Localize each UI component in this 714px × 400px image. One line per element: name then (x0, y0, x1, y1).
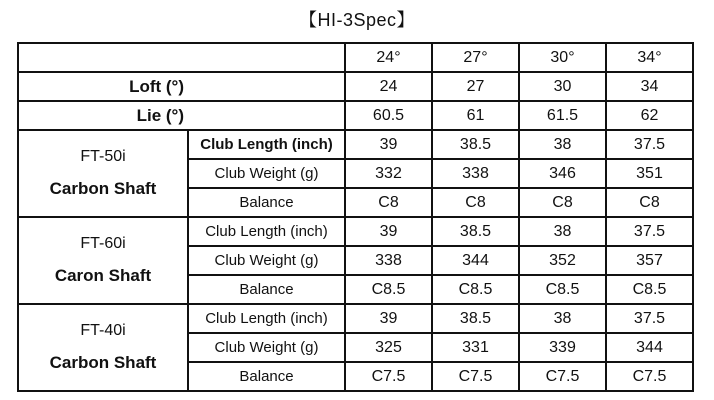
table-cell: 338 (345, 246, 432, 275)
table-cell: 38.5 (432, 217, 519, 246)
shaft-type: Carbon Shaft (49, 352, 157, 372)
table-row (18, 217, 693, 246)
row-label: Balance (188, 362, 345, 391)
table-cell: 338 (432, 159, 519, 188)
row-label: Club Weight (g) (188, 246, 345, 275)
row-label: Club Length (inch) (188, 304, 345, 333)
table-cell: C8.5 (519, 275, 606, 304)
table-cell: C8.5 (432, 275, 519, 304)
table-cell: 38.5 (432, 304, 519, 333)
row-label: Balance (188, 275, 345, 304)
row-label: Balance (188, 188, 345, 217)
shaft-name: FT-40i (80, 322, 126, 340)
table-cell: 37.5 (606, 304, 693, 333)
spec-table (17, 42, 694, 392)
table-cell: C7.5 (432, 362, 519, 391)
table-cell: 60.5 (345, 101, 432, 130)
shaft-cell (18, 304, 188, 391)
table-cell: 331 (432, 333, 519, 362)
row-label: Club Length (inch) (188, 217, 345, 246)
table-row (18, 304, 693, 333)
table-row (18, 43, 693, 72)
table-cell: 37.5 (606, 217, 693, 246)
shaft-name: FT-60i (80, 235, 126, 253)
table-cell: C8 (519, 188, 606, 217)
table-row (18, 72, 693, 101)
table-cell: C8.5 (606, 275, 693, 304)
table-row (18, 130, 693, 159)
table-cell: 61 (432, 101, 519, 130)
table-cell: C8 (606, 188, 693, 217)
table-cell: 39 (345, 217, 432, 246)
table-cell: 39 (345, 130, 432, 159)
table-cell: C8.5 (345, 275, 432, 304)
lie-label: Lie (°) (18, 101, 345, 130)
table-cell: 34 (606, 72, 693, 101)
table-cell: C7.5 (345, 362, 432, 391)
table-cell: 325 (345, 333, 432, 362)
table-cell: 38 (519, 304, 606, 333)
table-cell: 30 (519, 72, 606, 101)
table-cell: 357 (606, 246, 693, 275)
row-label: Club Length (inch) (188, 130, 345, 159)
row-label: Club Weight (g) (188, 159, 345, 188)
shaft-name: FT-50i (80, 148, 126, 166)
table-cell: 339 (519, 333, 606, 362)
loft-header: 30° (519, 43, 606, 72)
table-cell: 344 (432, 246, 519, 275)
shaft-cell (18, 217, 188, 304)
table-cell: C8 (432, 188, 519, 217)
shaft-type: Carbon Shaft (49, 178, 157, 198)
table-cell: 332 (345, 159, 432, 188)
shaft-cell (18, 130, 188, 217)
row-label: Club Weight (g) (188, 333, 345, 362)
table-cell: 38 (519, 217, 606, 246)
page-title: 【HI-3Spec】 (298, 10, 416, 30)
table-cell: 27 (432, 72, 519, 101)
table-cell: 37.5 (606, 130, 693, 159)
loft-header: 34° (606, 43, 693, 72)
table-cell: C7.5 (519, 362, 606, 391)
table-cell: C7.5 (606, 362, 693, 391)
table-row (18, 101, 693, 130)
table-cell: 346 (519, 159, 606, 188)
table-cell: 39 (345, 304, 432, 333)
empty-header-cell (18, 43, 345, 72)
loft-label: Loft (°) (18, 72, 345, 101)
table-cell: 344 (606, 333, 693, 362)
shaft-type: Caron Shaft (54, 265, 152, 285)
table-cell: 352 (519, 246, 606, 275)
table-cell: 351 (606, 159, 693, 188)
table-cell: 61.5 (519, 101, 606, 130)
table-cell: 38 (519, 130, 606, 159)
loft-header: 24° (345, 43, 432, 72)
loft-header: 27° (432, 43, 519, 72)
table-cell: 62 (606, 101, 693, 130)
table-cell: 38.5 (432, 130, 519, 159)
table-cell: C8 (345, 188, 432, 217)
table-cell: 24 (345, 72, 432, 101)
